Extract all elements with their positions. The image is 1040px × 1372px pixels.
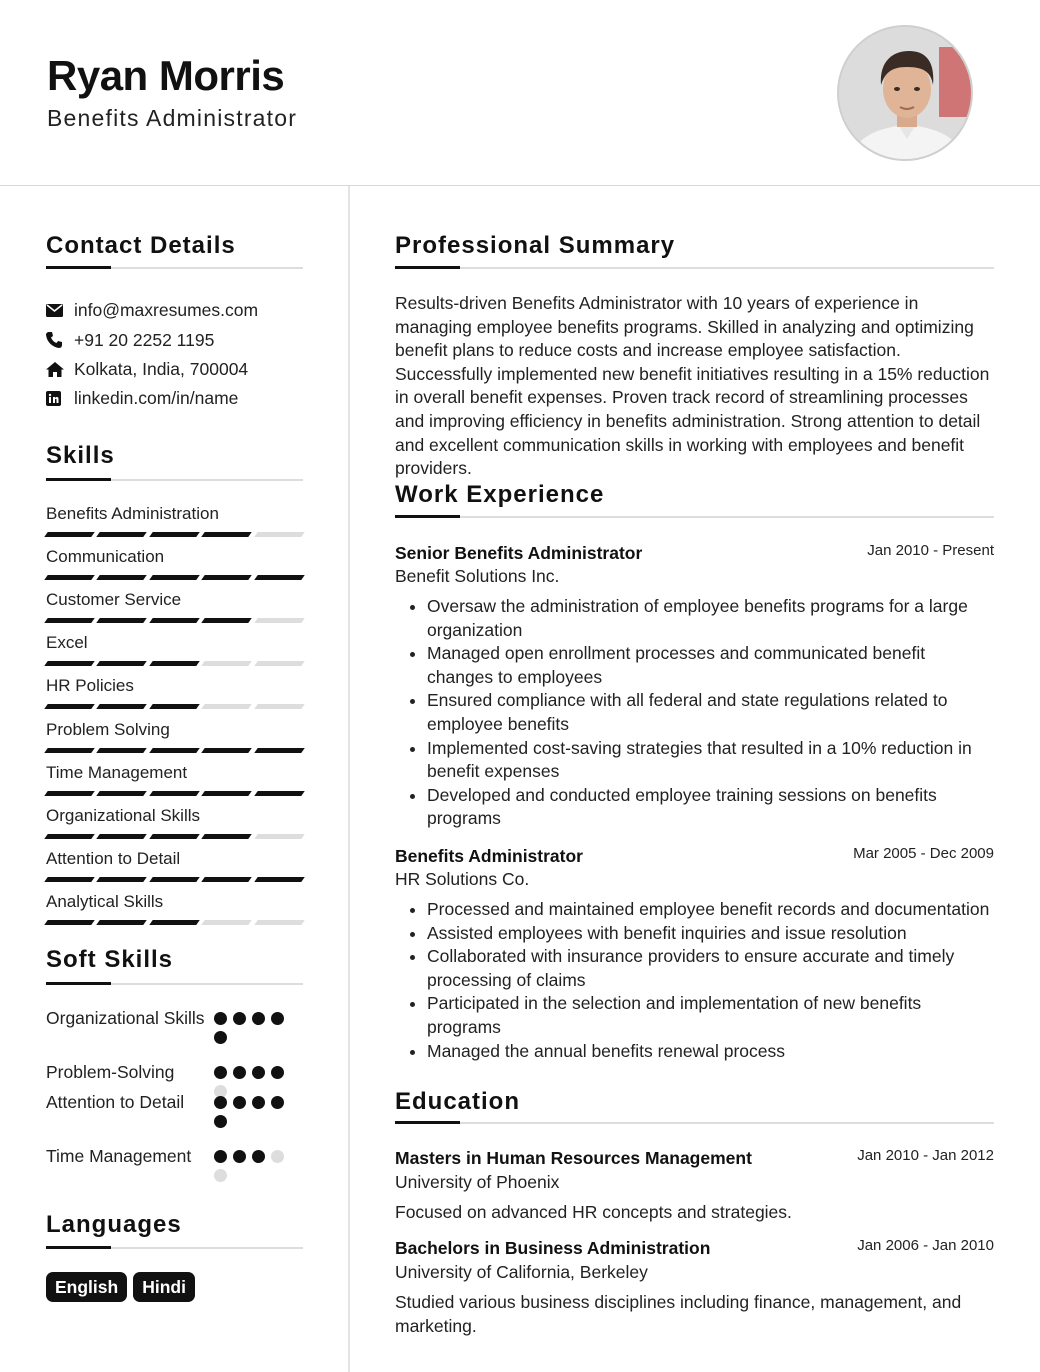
- skill-item: [46, 633, 303, 666]
- skill-level-segment: [44, 532, 95, 537]
- skill-level-bar: [46, 877, 303, 882]
- rating-dot: [252, 1150, 265, 1163]
- job-bullets: [427, 898, 995, 1063]
- skill-item: [46, 892, 303, 925]
- job-bullet: • Managed open enrollment processes and communicated benefit changes to employees: [427, 642, 995, 689]
- rating-dot: [214, 1169, 227, 1182]
- skill-name: Communication: [46, 547, 165, 567]
- languages-section-title: Languages: [46, 1211, 182, 1238]
- phone-icon: [46, 332, 74, 348]
- skill-level-segment: [97, 575, 148, 580]
- rating-dot: [233, 1150, 246, 1163]
- rating-dot: [214, 1012, 227, 1025]
- education-section-title: Education: [395, 1088, 521, 1115]
- skill-level-segment: [201, 791, 252, 796]
- rating-dot: [252, 1066, 265, 1079]
- skill-level-segment: [44, 791, 95, 796]
- skill-level-segment: [201, 920, 252, 925]
- rating-dot: [233, 1012, 246, 1025]
- experience-section-rule: [395, 516, 994, 518]
- envelope-icon: [46, 304, 74, 317]
- rating-dot: [214, 1066, 227, 1079]
- skill-level-segment: [44, 575, 95, 580]
- language-tag: English: [46, 1272, 127, 1302]
- skill-level-bar: [46, 575, 303, 580]
- job-title: Benefits Administrator: [395, 846, 583, 866]
- rating-dot: [252, 1012, 265, 1025]
- job-bullet: • Assisted employees with benefit inquiries and issue resolution: [427, 922, 995, 946]
- rating-dot: [233, 1066, 246, 1079]
- skill-level-segment: [254, 532, 305, 537]
- skill-level-bar: [46, 791, 303, 796]
- skill-level-segment: [149, 532, 200, 537]
- skill-level-segment: [97, 834, 148, 839]
- job-date: Jan 2010 - Present: [867, 542, 994, 559]
- degree-description: Studied various business disciplines including finance, management, and marketing.: [395, 1292, 962, 1336]
- avatar: [837, 25, 973, 161]
- job-bullet: • Developed and conducted employee training sessions on benefits programs: [427, 784, 995, 831]
- skill-item: [46, 763, 303, 796]
- skill-level-segment: [44, 748, 95, 753]
- skill-level-segment: [44, 877, 95, 882]
- skill-name: HR Policies: [46, 676, 134, 696]
- skill-level-segment: [254, 704, 305, 709]
- resume-header: [0, 0, 1040, 186]
- home-icon: [46, 362, 74, 377]
- skill-level-segment: [149, 748, 200, 753]
- job-bullet: • Implemented cost-saving strategies that resulted in a 10% reduction in benefit expenses: [427, 737, 995, 784]
- job-company: Benefit Solutions Inc.: [395, 566, 560, 586]
- rating-dot: [214, 1150, 227, 1163]
- skill-level-segment: [149, 920, 200, 925]
- skill-level-segment: [97, 877, 148, 882]
- skill-name: Analytical Skills: [46, 891, 164, 911]
- contact-email: [46, 299, 258, 321]
- rating-dot: [271, 1066, 284, 1079]
- skill-level-segment: [201, 532, 252, 537]
- linkedin-icon: [46, 391, 74, 406]
- job-bullet: • Ensured compliance with all federal and state regulations related to employee benefits: [427, 689, 995, 736]
- contact-address: [46, 358, 248, 380]
- skill-item: [46, 720, 303, 753]
- skill-item: [46, 547, 303, 580]
- degree-school: University of Phoenix: [395, 1172, 560, 1192]
- rating-dot: [271, 1012, 284, 1025]
- skill-name: Benefits Administration: [46, 504, 219, 523]
- skill-item: [46, 676, 303, 709]
- skill-name: Time Management: [46, 762, 188, 782]
- rating-dot: [252, 1096, 265, 1109]
- rating-dot: [233, 1096, 246, 1109]
- rating-dot: [214, 1115, 227, 1128]
- skill-item: [46, 504, 303, 537]
- job-bullet: • Managed the annual benefits renewal process: [427, 1040, 995, 1064]
- skill-level-segment: [149, 877, 200, 882]
- soft-skill-rating: [214, 1066, 290, 1098]
- skill-level-segment: [97, 618, 148, 623]
- contact-section-rule: [46, 267, 303, 269]
- rating-dot: [271, 1096, 284, 1109]
- job-date: Mar 2005 - Dec 2009: [853, 845, 994, 862]
- linkedin-text: linkedin.com/in/name: [74, 387, 239, 408]
- skill-level-segment: [97, 704, 148, 709]
- skill-item: [46, 849, 303, 882]
- skill-level-segment: [97, 532, 148, 537]
- skill-level-segment: [254, 575, 305, 580]
- contact-linkedin: [46, 387, 238, 409]
- column-divider: [348, 186, 350, 1372]
- job-bullet: • Participated in the selection and implementation of new benefits programs: [427, 992, 995, 1039]
- skill-level-segment: [254, 661, 305, 666]
- skill-level-segment: [254, 748, 305, 753]
- skill-item: [46, 806, 303, 839]
- languages-section-rule: [46, 1247, 303, 1249]
- skill-level-segment: [201, 834, 252, 839]
- summary-text: Results-driven Benefits Administrator with 10 years of experience in managing employee benefits programs. Skilled in analyzing and optimizing benefit plans to reduce costs and increase employee satisfaction. Successfully implemented new benefit initiatives resulting in a 15% reduction in overall benefit expenses. Proven track record of streamlining processes and improving efficiency in benefits administration. Strong attention to detail and excellent communication skills in working with employees and benefit providers.: [395, 293, 990, 479]
- job-bullet: • Collaborated with insurance providers to ensure accurate and timely processing of claims: [427, 945, 995, 992]
- skill-level-segment: [201, 704, 252, 709]
- summary-section-rule: [395, 267, 994, 269]
- skill-level-bar: [46, 748, 303, 753]
- degree-description: Focused on advanced HR concepts and strategies.: [395, 1202, 792, 1222]
- address-text: Kolkata, India, 700004: [74, 358, 249, 379]
- skill-level-segment: [254, 877, 305, 882]
- profile-photo-icon: [839, 27, 973, 161]
- phone-text: +91 20 2252 1195: [74, 329, 215, 350]
- skill-level-segment: [97, 748, 148, 753]
- skill-level-bar: [46, 704, 303, 709]
- degree-title: Bachelors in Business Administration: [395, 1238, 711, 1258]
- skill-level-bar: [46, 920, 303, 925]
- skill-level-segment: [44, 704, 95, 709]
- email-text: info@maxresumes.com: [74, 299, 259, 320]
- experience-section-title: Work Experience: [395, 481, 605, 508]
- soft-skill-name: Problem-Solving: [46, 1062, 175, 1082]
- skill-level-bar: [46, 834, 303, 839]
- skill-level-bar: [46, 661, 303, 666]
- soft-skill-name: Time Management: [46, 1146, 192, 1166]
- skill-level-segment: [97, 791, 148, 796]
- skill-item: [46, 590, 303, 623]
- contact-section-title: Contact Details: [46, 232, 236, 259]
- language-tag: Hindi: [133, 1272, 195, 1302]
- skill-name: Attention to Detail: [46, 848, 181, 868]
- degree-school: University of California, Berkeley: [395, 1262, 648, 1282]
- job-bullets: [427, 595, 995, 831]
- degree-date: Jan 2006 - Jan 2010: [857, 1237, 994, 1254]
- job-bullet: • Oversaw the administration of employee benefits programs for a large organization: [427, 595, 995, 642]
- job-company: HR Solutions Co.: [395, 869, 530, 889]
- job-title: Senior Benefits Administrator: [395, 543, 643, 563]
- skill-level-segment: [201, 618, 252, 623]
- soft-skill-name: Attention to Detail: [46, 1092, 185, 1112]
- skill-level-segment: [44, 618, 95, 623]
- skill-name: Organizational Skills: [46, 805, 201, 825]
- skill-level-segment: [201, 661, 252, 666]
- skill-level-segment: [44, 661, 95, 666]
- skill-level-bar: [46, 532, 303, 537]
- degree-title: Masters in Human Resources Management: [395, 1148, 752, 1168]
- skill-level-segment: [149, 704, 200, 709]
- rating-dot: [271, 1150, 284, 1163]
- candidate-name: Ryan Morris: [47, 52, 285, 99]
- soft-skill-name: Organizational Skills: [46, 1008, 205, 1028]
- skills-section-title: Skills: [46, 442, 115, 469]
- rating-dot: [214, 1031, 227, 1044]
- skill-level-segment: [44, 834, 95, 839]
- soft-skill-rating: [214, 1150, 290, 1182]
- skill-level-segment: [254, 791, 305, 796]
- skill-level-segment: [97, 920, 148, 925]
- skill-level-segment: [44, 920, 95, 925]
- skill-level-segment: [254, 834, 305, 839]
- skill-level-segment: [254, 920, 305, 925]
- summary-section-title: Professional Summary: [395, 232, 676, 259]
- skill-level-segment: [149, 575, 200, 580]
- soft-skill-rating: [214, 1096, 290, 1128]
- skill-level-segment: [97, 661, 148, 666]
- soft-skills-section-rule: [46, 983, 303, 985]
- skill-level-segment: [254, 618, 305, 623]
- skill-level-segment: [149, 834, 200, 839]
- education-section-rule: [395, 1122, 994, 1124]
- language-tags: [46, 1272, 195, 1302]
- soft-skills-section-title: Soft Skills: [46, 946, 174, 973]
- skill-level-segment: [149, 618, 200, 623]
- skill-level-bar: [46, 618, 303, 623]
- skill-level-segment: [149, 791, 200, 796]
- contact-phone: [46, 329, 214, 351]
- skill-name: Problem Solving: [46, 719, 170, 739]
- skill-name: Excel: [46, 633, 88, 653]
- rating-dot: [214, 1096, 227, 1109]
- skill-level-segment: [201, 748, 252, 753]
- candidate-title: Benefits Administrator: [47, 105, 298, 131]
- skills-section-rule: [46, 479, 303, 481]
- skill-name: Customer Service: [46, 590, 182, 610]
- degree-date: Jan 2010 - Jan 2012: [857, 1147, 994, 1164]
- soft-skill-rating: [214, 1012, 290, 1044]
- job-bullet: • Processed and maintained employee benefit records and documentation: [427, 898, 995, 922]
- skill-level-segment: [201, 575, 252, 580]
- skill-level-segment: [201, 877, 252, 882]
- skill-level-segment: [149, 661, 200, 666]
